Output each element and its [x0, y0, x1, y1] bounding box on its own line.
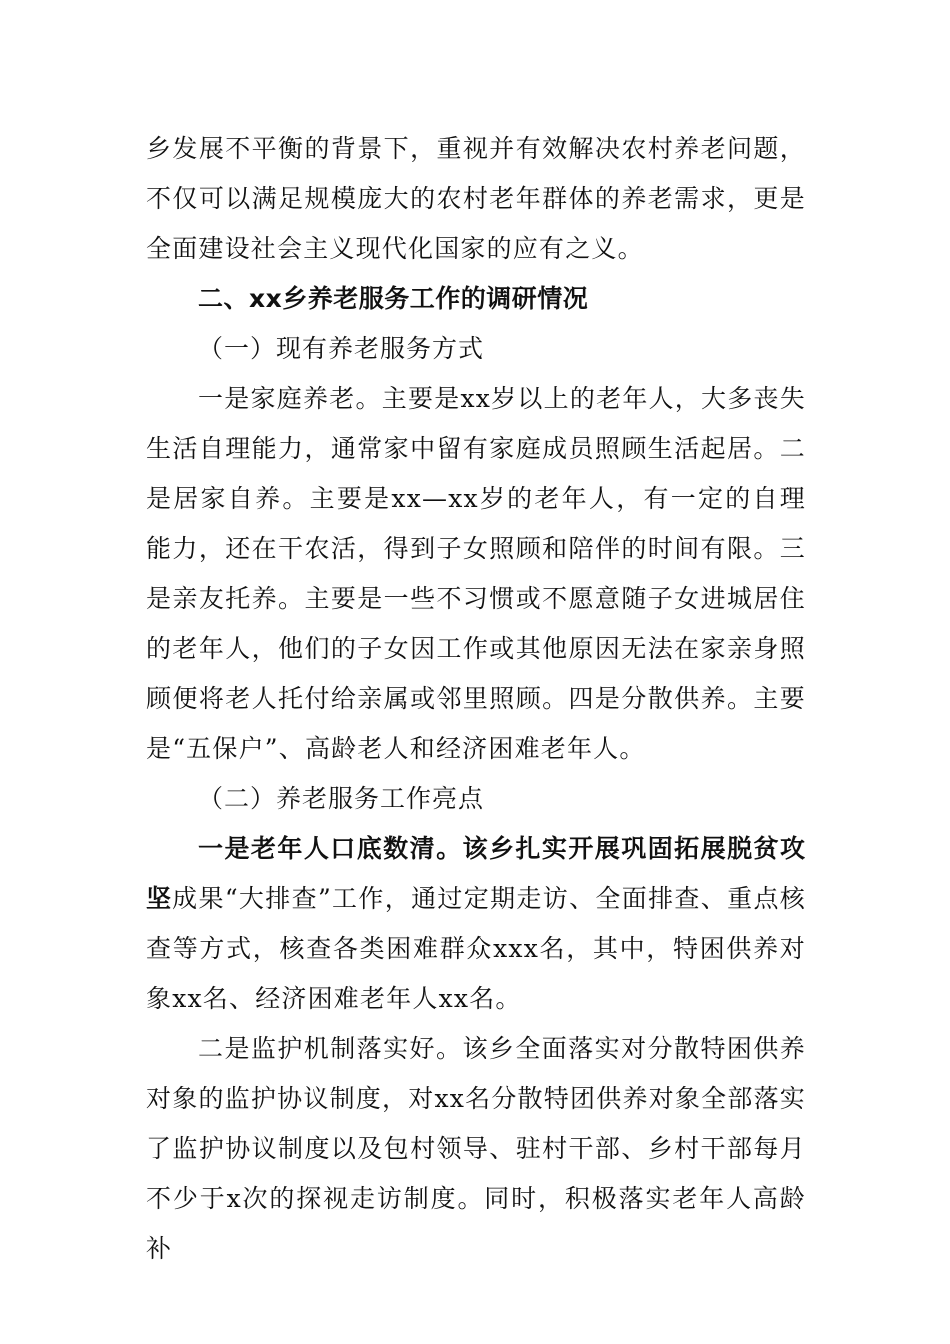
paragraph-highlight-1: [146, 824, 806, 1024]
subsection-heading-1: （一）现有养老服务方式: [198, 334, 485, 363]
paragraph-intro-continuation: 乡发展不平衡的背景下，重视并有效解决农村养老问题，不仅可以满足规模庞大的农村老年群体的养老需求，更是全面建设社会主义现代化国家的应有之义。: [146, 134, 806, 263]
section-heading: 二、xx乡养老服务工作的调研情况: [198, 284, 589, 313]
paragraph-highlight-2: 二是监护机制落实好。该乡全面落实对分散特困供养对象的监护协议制度，对xx名分散特团供养对象全部落实了监护协议制度以及包村领导、驻村干部、乡村干部每月不少于x次的探视走访制度。同时，积极落实老年人高龄补: [146, 1034, 806, 1263]
bold-lead-text: 一是老年人口底数清。该乡扎实开展巩固拓展脱贫攻坚: [146, 834, 806, 913]
document-body: [146, 124, 806, 1274]
subsection-heading-2: （二）养老服务工作亮点: [198, 784, 485, 813]
paragraph-service-modes: 一是家庭养老。主要是xx岁以上的老年人，大多丧失生活自理能力，通常家中留有家庭成员照顾生活起居。二是居家自养。主要是xx—xx岁的老年人，有一定的自理能力，还在干农活，得到子女照顾和陪伴的时间有限。三是亲友托养。主要是一些不习惯或不愿意随子女进城居住的老年人，他们的子女因工作或其他原因无法在家亲身照顾便将老人托付给亲属或邻里照顾。四是分散供养。主要是“五保户”、高龄老人和经济困难老年人。: [146, 384, 806, 763]
paragraph-highlight-1-rest: 成果“大排查”工作，通过定期走访、全面排查、重点核查等方式，核查各类困难群众xxx名，其中，特困供养对象xx名、经济困难老年人xx名。: [146, 884, 806, 1013]
